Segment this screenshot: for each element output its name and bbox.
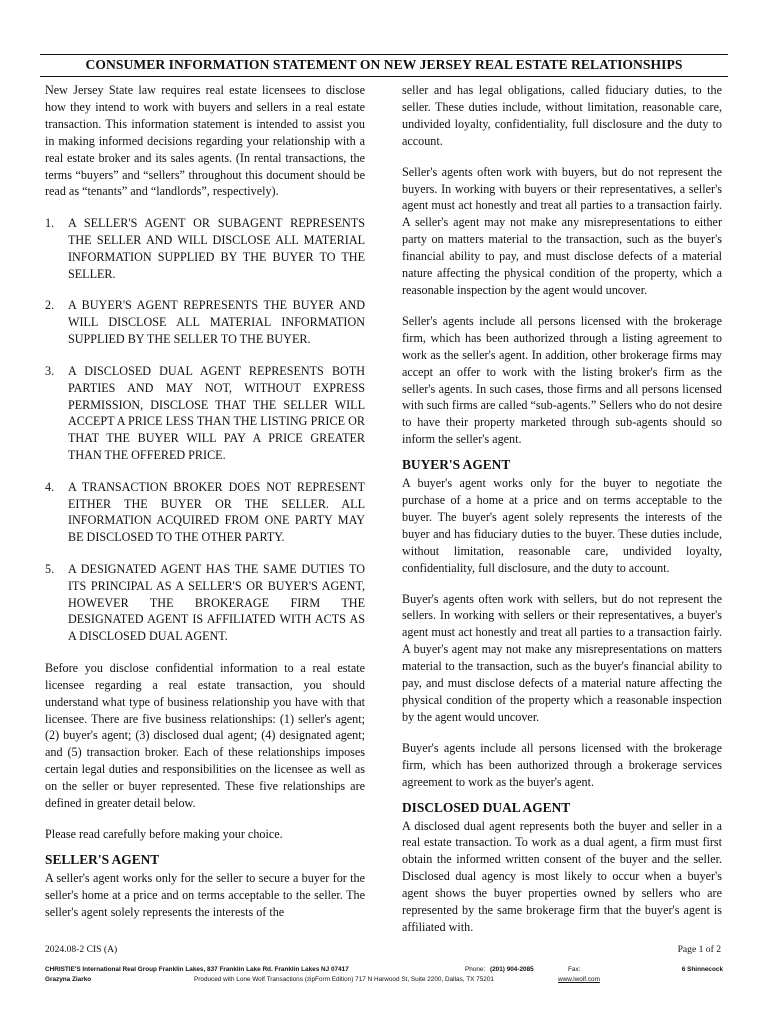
before-disclosure-paragraph: Before you disclose confidential information to a real estate licensee regarding a real estate transaction, you should understand what type of business relationship you have with that licensee. There are five business relationships: (1) seller's agent; (2) buyer's agent; (3) disclosed dual agent; (4) designated agent; and (5) transaction broker. Each of these relationships imposes certain legal duties and responsibilities on the licensee as well as on the seller or buyer represented. These five relationships are defined in greater detail below. xyxy=(45,660,365,811)
listing-name: 6 Shinnecock xyxy=(681,966,723,973)
buyers-agent-heading: BUYER'S AGENT xyxy=(402,457,511,473)
buyers-agent-paragraph-3: Buyer's agents include all persons licensed with the brokerage firm, which has been authorized through a brokerage services agreement to work as the buyer's agent. xyxy=(402,740,722,789)
list-item-text: A DESIGNATED AGENT HAS THE SAME DUTIES TO ITS PRINCIPAL AS A SELLER'S OR BUYER'S AGENT, HOWEVER THE BROKERAGE FIRM THE DESIGNATED AGENT IS AFFILIATED WITH ACTS AS A DISCLOSED DUAL AGENT. xyxy=(68,561,365,644)
sellers-agent-paragraph-1-continued: seller and has legal obligations, called fiduciary duties, to the seller. These duties include, without limitation, reasonable care, undivided loyalty, confidentiality, full disclosure and the duty to account. xyxy=(402,83,722,148)
list-item-text: A TRANSACTION BROKER DOES NOT REPRESENT EITHER THE BUYER OR THE SELLER. ALL INFORMATION ACQUIRED FROM ONE PARTY MAY BE DISCLOSED TO THE OTHER PARTY. xyxy=(68,479,365,545)
sellers-agent-paragraph-1: A seller's agent works only for the seller to secure a buyer for the seller's home at a price and on terms acceptable to the seller. The seller's agent solely represents the interests of the xyxy=(45,870,365,919)
list-item xyxy=(45,561,365,646)
document-title: CONSUMER INFORMATION STATEMENT ON NEW JERSEY REAL ESTATE RELATIONSHIPS xyxy=(85,57,683,72)
page-number: Page 1 of 2 xyxy=(677,944,721,955)
list-item-text: A SELLER'S AGENT OR SUBAGENT REPRESENTS THE SELLER AND WILL DISCLOSE ALL MATERIAL INFORMATION SUPPLIED BY THE BUYER TO THE SELLER. xyxy=(68,216,365,282)
sellers-agent-heading: SELLER'S AGENT xyxy=(45,851,160,867)
list-item xyxy=(45,363,365,464)
list-item-number: 5. xyxy=(45,561,55,576)
agent-name: Grazyna Ziarko xyxy=(45,976,92,983)
phone-number: (201) 904-2085 xyxy=(490,966,534,973)
list-item xyxy=(45,479,365,547)
disclosed-dual-agent-paragraph-1: A disclosed dual agent represents both the buyer and seller in a real estate transaction. To work as a dual agent, a firm must first obtain the informed written consent of the buyer and the seller. Disclosed dual agency is most likely to occur when a buyer's agent shows the buyer properties owned by sellers who are represented by the same brokerage firm that the buyer's agent is affiliated with. xyxy=(402,818,722,934)
form-code: 2024.08-2 CIS (A) xyxy=(45,944,118,955)
list-item xyxy=(45,215,365,283)
buyers-agent-paragraph-2: Buyer's agents often work with sellers, but do not represent the sellers. In working with sellers or their representatives, a buyer's agent must act honestly and treat all parties to a transaction fairly. A buyer's agent may not make any misrepresentations on matters material to the transaction, such as the buyer's financial ability to pay, and must disclose defects of a material nature affecting the physical condition of the property which a reasonable inspection by the agent would uncover. xyxy=(402,591,722,724)
fax-label: Fax: xyxy=(568,966,581,973)
list-item-number: 2. xyxy=(45,298,55,313)
sellers-agent-paragraph-3: Seller's agents include all persons licensed with the brokerage firm, which has been authorized through a listing agreement to work as the seller's agent. In addition, other brokerage firms may accept an offer to work with the listing broker's firm as the seller's agents. In such cases, those firms and all persons licensed with such firms are called “sub-agents.” Sellers who do not desire to have their property marketed through sub-agents should so inform the seller's agent. xyxy=(402,313,722,447)
read-carefully-note: Please read carefully before making your choice. xyxy=(45,826,283,841)
relationship-list xyxy=(45,215,365,645)
produced-with-note: Produced with Lone Wolf Transactions (zipForm Edition) 717 N Harwood St, Suite 2200, Dallas, TX 75201 xyxy=(194,976,494,983)
buyers-agent-paragraph-1: A buyer's agent works only for the buyer to negotiate the purchase of a home at a price and on terms acceptable to the buyer. The buyer's agent solely represents the interests of the buyer and has fiduciary duties to the buyer. These duties include, without limitation, reasonable care, undivided loyalty, confidentiality, full disclosure, and the duty to account. xyxy=(402,476,722,575)
list-item-text: A DISCLOSED DUAL AGENT REPRESENTS BOTH PARTIES AND MAY NOT, WITHOUT EXPRESS PERMISSION, DISCLOSE THAT THE SELLER WILL ACCEPT A PRICE LESS THAN THE LISTING PRICE OR THAT THE BUYER WILL PAY A PRICE GREATER THAN THE OFFERED PRICE. xyxy=(68,363,365,463)
sellers-agent-paragraph-2: Seller's agents often work with buyers, but do not represent the buyers. In working with buyers or their representatives, a seller's agent must act honestly and treat all parties to a transaction fairly. A seller's agent may not make any misrepresentations to either party on matters material to the transaction, such as the buyer's financial ability to pay, and must disclose defects of a material nature affecting the physical condition of the property, which a reasonable inspection by the agent would uncover. xyxy=(402,164,722,297)
list-item-text: A BUYER'S AGENT REPRESENTS THE BUYER AND WILL DISCLOSE ALL MATERIAL INFORMATION SUPPLIED BY THE SELLER TO THE BUYER. xyxy=(68,298,365,347)
list-item-number: 3. xyxy=(45,363,55,378)
intro-paragraph: New Jersey State law requires real estate licensees to disclose how they intend to work with buyers and sellers in a real estate transaction. This information statement is intended to assist you in making informed decisions regarding your relationship with a real estate broker and its sales agents. (In rental transactions, the terms “buyers” and “sellers” throughout this document should be read as “tenants” and “landlords”, respectively). xyxy=(45,83,365,199)
list-item-number: 4. xyxy=(45,479,55,494)
list-item-number: 1. xyxy=(45,216,55,231)
left-column xyxy=(45,82,365,921)
list-item xyxy=(45,297,365,348)
right-column xyxy=(402,82,722,936)
disclosed-dual-agent-heading: DISCLOSED DUAL AGENT xyxy=(402,799,571,815)
phone-label: Phone: xyxy=(465,966,486,973)
brokerage-firm-info: CHRISTIE'S International Real Group Franklin Lakes, 837 Franklin Lake Rd. Franklin Lakes NJ 07417 xyxy=(45,966,349,973)
title-bottom-rule xyxy=(40,76,728,77)
vendor-website-link[interactable]: www.lwolf.com xyxy=(558,976,600,983)
